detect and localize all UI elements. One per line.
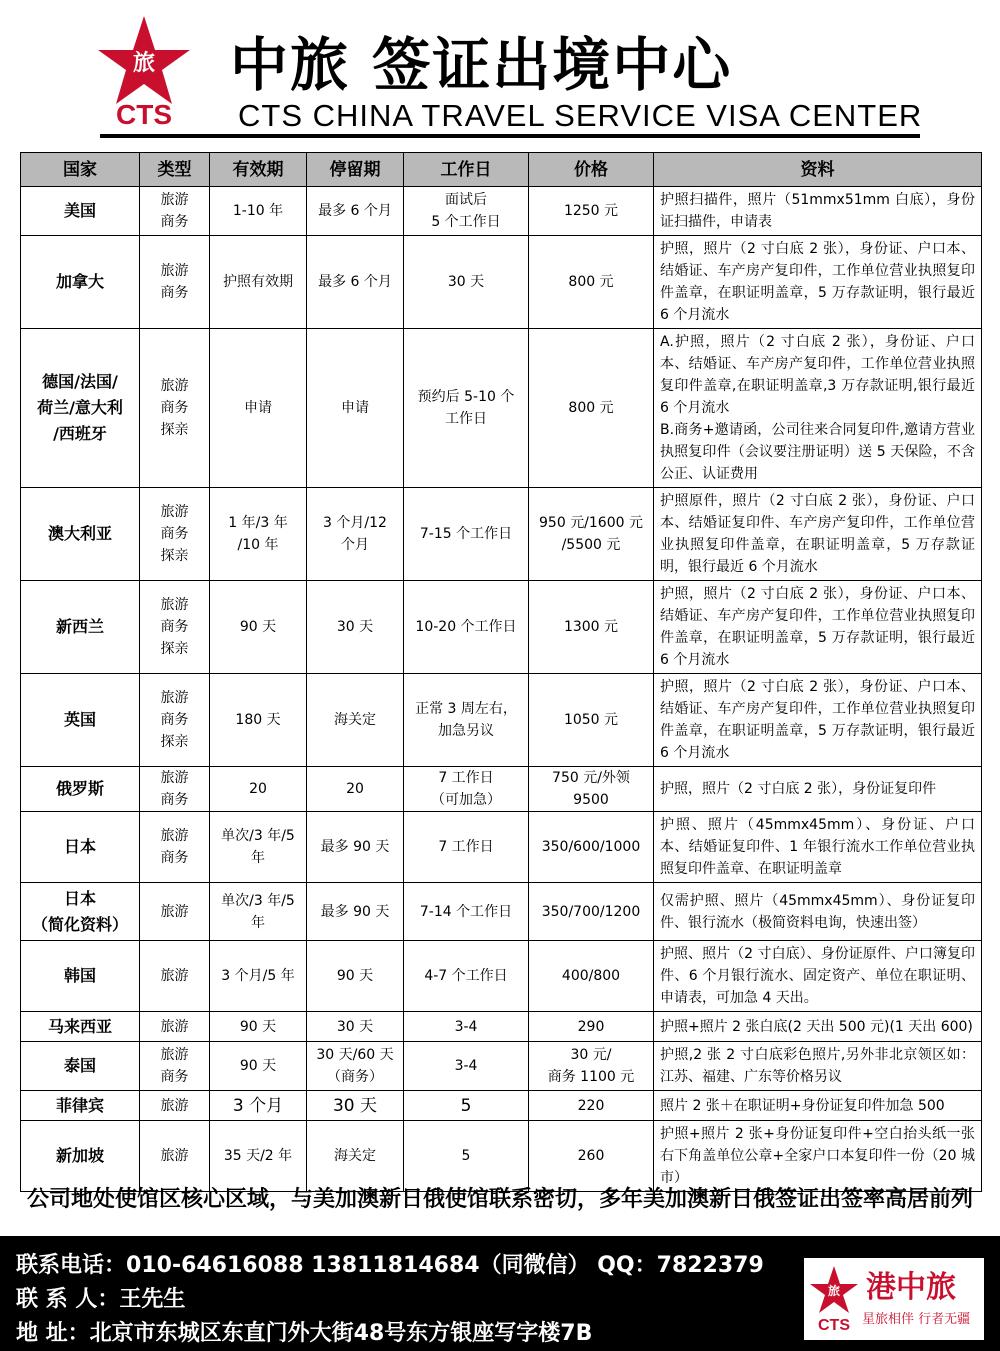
workdays-cell: 面试后 5 个工作日 bbox=[404, 187, 529, 236]
contact-person-line bbox=[16, 1282, 185, 1313]
materials-cell: 护照+照片 2 张白底(2 天出 500 元)(1 天出 600) bbox=[654, 1012, 982, 1042]
validity-cell: 1 年/3 年 /10 年 bbox=[210, 488, 307, 581]
address-label: 地 址： bbox=[16, 1321, 90, 1346]
validity-cell: 35 天/2 年 bbox=[210, 1121, 307, 1192]
stay-cell: 30 天 bbox=[307, 581, 404, 674]
price-cell: 290 bbox=[529, 1012, 654, 1042]
stay-cell: 申请 bbox=[307, 329, 404, 488]
workdays-cell: 10-20 个工作日 bbox=[404, 581, 529, 674]
col-header-materials: 资料 bbox=[654, 153, 982, 187]
materials-cell: 护照，照片（2 寸白底 2 张），身份证、户口本、结婚证、车产房产复印件，工作单位营业执照复印件盖章，在职证明盖章，5 万存款证明，银行最近 6 个月流水 bbox=[654, 236, 982, 329]
country-cell: 马来西亚 bbox=[21, 1012, 140, 1042]
materials-cell: 护照，照片（2 寸白底 2 张），身份证复印件 bbox=[654, 767, 982, 812]
country-cell: 日本 bbox=[21, 812, 140, 883]
address-value: 北京市东城区东直门外大街48号东方银座写字楼7B bbox=[89, 1321, 593, 1346]
mini-brand-text: 港中旅 bbox=[866, 1270, 956, 1305]
country-cell: 英国 bbox=[21, 674, 140, 767]
page-header bbox=[0, 0, 1000, 150]
country-cell: 俄罗斯 bbox=[21, 767, 140, 812]
table-row bbox=[21, 1042, 982, 1091]
contact-bar bbox=[0, 1236, 1000, 1351]
workdays-cell: 7 工作日 bbox=[404, 812, 529, 883]
visa-table bbox=[20, 152, 982, 1192]
table-row bbox=[21, 1091, 982, 1121]
validity-cell: 3 个月 bbox=[210, 1091, 307, 1121]
type-cell: 旅游 商务 bbox=[140, 236, 210, 329]
validity-cell: 180 天 bbox=[210, 674, 307, 767]
price-cell: 800 元 bbox=[529, 236, 654, 329]
brand-title-en: CTS CHINA TRAVEL SERVICE VISA CENTER bbox=[238, 98, 923, 133]
workdays-cell: 30 天 bbox=[404, 236, 529, 329]
country-cell: 新加坡 bbox=[21, 1121, 140, 1192]
visa-table-body bbox=[21, 187, 982, 1192]
col-header-workdays: 工作日 bbox=[404, 153, 529, 187]
mini-logo-mark: 旅 bbox=[827, 1284, 841, 1298]
type-cell: 旅游 商务 bbox=[140, 1042, 210, 1091]
table-row bbox=[21, 236, 982, 329]
country-cell: 菲律宾 bbox=[21, 1091, 140, 1121]
materials-cell: 仅需护照、照片（45mmx45mm）、身份证复印件、银行流水（极简资料电询，快速出签） bbox=[654, 883, 982, 941]
mini-cts-text: CTS bbox=[818, 1317, 850, 1334]
price-cell: 1250 元 bbox=[529, 187, 654, 236]
price-cell: 220 bbox=[529, 1091, 654, 1121]
validity-cell: 单次/3 年/5 年 bbox=[210, 812, 307, 883]
table-row bbox=[21, 581, 982, 674]
price-cell: 350/700/1200 bbox=[529, 883, 654, 941]
contact-address-line bbox=[16, 1316, 592, 1347]
stay-cell: 最多 90 天 bbox=[307, 883, 404, 941]
workdays-cell: 3-4 bbox=[404, 1042, 529, 1091]
country-cell: 新西兰 bbox=[21, 581, 140, 674]
mini-brand-logo bbox=[804, 1258, 984, 1340]
type-cell: 旅游 bbox=[140, 1091, 210, 1121]
table-row bbox=[21, 187, 982, 236]
materials-cell: 护照、照片（45mmx45mm）、身份证、户口本、结婚证复印件、1 年银行流水工作单位营业执照复印件盖章、在职证明盖章 bbox=[654, 812, 982, 883]
workdays-cell: 正常 3 周左右， 加急另议 bbox=[404, 674, 529, 767]
materials-cell: 护照、照片（2 寸白底）、身份证原件、户口簿复印件、6 个月银行流水、固定资产、单位在职证明、申请表，可加急 4 天出。 bbox=[654, 941, 982, 1012]
materials-cell: 护照,2 张 2 寸白底彩色照片,另外非北京领区如：江苏、福建、广东等价格另议 bbox=[654, 1042, 982, 1091]
workdays-cell: 5 bbox=[404, 1121, 529, 1192]
price-cell: 350/600/1000 bbox=[529, 812, 654, 883]
price-cell: 950 元/1600 元 /5500 元 bbox=[529, 488, 654, 581]
type-cell: 旅游 bbox=[140, 1012, 210, 1042]
price-cell: 800 元 bbox=[529, 329, 654, 488]
type-cell: 旅游 bbox=[140, 883, 210, 941]
workdays-cell: 预约后 5-10 个 工作日 bbox=[404, 329, 529, 488]
logo-mark: 旅 bbox=[132, 50, 156, 76]
country-cell: 泰国 bbox=[21, 1042, 140, 1091]
stay-cell: 30 天 bbox=[307, 1012, 404, 1042]
table-row bbox=[21, 941, 982, 1012]
type-cell: 旅游 bbox=[140, 1121, 210, 1192]
validity-cell: 90 天 bbox=[210, 1012, 307, 1042]
validity-cell: 单次/3 年/5 年 bbox=[210, 883, 307, 941]
stay-cell: 海关定 bbox=[307, 1121, 404, 1192]
table-row bbox=[21, 883, 982, 941]
workdays-cell: 5 bbox=[404, 1091, 529, 1121]
table-row bbox=[21, 488, 982, 581]
country-cell: 德国/法国/ 荷兰/意大利 /西班牙 bbox=[21, 329, 140, 488]
cts-star-logo bbox=[96, 14, 192, 129]
person-label: 联 系 人： bbox=[16, 1287, 120, 1312]
price-cell: 260 bbox=[529, 1121, 654, 1192]
stay-cell: 最多 6 个月 bbox=[307, 236, 404, 329]
table-row bbox=[21, 1121, 982, 1192]
materials-cell: 护照原件，照片（2 寸白底 2 张），身份证、户口本、结婚证复印件、车产房产复印件，工作单位营业执照复印件盖章，在职证明盖章，5 万存款证明，银行最近 6 个月流水 bbox=[654, 488, 982, 581]
validity-cell: 20 bbox=[210, 767, 307, 812]
stay-cell: 3 个月/12 个月 bbox=[307, 488, 404, 581]
table-row bbox=[21, 767, 982, 812]
col-header-type: 类型 bbox=[140, 153, 210, 187]
visa-table-container bbox=[20, 152, 981, 1192]
validity-cell: 90 天 bbox=[210, 1042, 307, 1091]
col-header-price: 价格 bbox=[529, 153, 654, 187]
type-cell: 旅游 商务 探亲 bbox=[140, 674, 210, 767]
materials-cell: 护照，照片（2 寸白底 2 张），身份证、户口本、结婚证、车产房产复印件，工作单位营业执照复印件盖章，在职证明盖章，5 万存款证明，银行最近 6 个月流水 bbox=[654, 581, 982, 674]
stay-cell: 30 天 bbox=[307, 1091, 404, 1121]
validity-cell: 1-10 年 bbox=[210, 187, 307, 236]
col-header-stay: 停留期 bbox=[307, 153, 404, 187]
logo-text: CTS bbox=[116, 99, 172, 129]
person-value: 王先生 bbox=[119, 1287, 186, 1312]
workdays-cell: 7-15 个工作日 bbox=[404, 488, 529, 581]
type-cell: 旅游 商务 bbox=[140, 187, 210, 236]
materials-cell: 护照+照片 2 张+身份证复印件+空白抬头纸一张右下角盖单位公章+全家户口本复印件一份（20 城市） bbox=[654, 1121, 982, 1192]
country-cell: 韩国 bbox=[21, 941, 140, 1012]
col-header-country: 国家 bbox=[21, 153, 140, 187]
header-divider bbox=[100, 134, 920, 138]
type-cell: 旅游 商务 bbox=[140, 812, 210, 883]
type-cell: 旅游 bbox=[140, 941, 210, 1012]
workdays-cell: 3-4 bbox=[404, 1012, 529, 1042]
brand-title-cn: 中旅 签证出境中心 bbox=[230, 31, 733, 99]
company-tagline: 公司地处使馆区核心区域，与美加澳新日俄使馆联系密切，多年美加澳新日俄签证出签率高居前列 bbox=[26, 1187, 973, 1212]
validity-cell: 3 个月/5 年 bbox=[210, 941, 307, 1012]
country-cell: 澳大利亚 bbox=[21, 488, 140, 581]
workdays-cell: 7-14 个工作日 bbox=[404, 883, 529, 941]
price-cell: 30 元/ 商务 1100 元 bbox=[529, 1042, 654, 1091]
price-cell: 400/800 bbox=[529, 941, 654, 1012]
stay-cell: 最多 90 天 bbox=[307, 812, 404, 883]
table-row bbox=[21, 812, 982, 883]
table-header-row bbox=[21, 153, 982, 187]
type-cell: 旅游 商务 探亲 bbox=[140, 488, 210, 581]
stay-cell: 海关定 bbox=[307, 674, 404, 767]
price-cell: 1050 元 bbox=[529, 674, 654, 767]
workdays-cell: 4-7 个工作日 bbox=[404, 941, 529, 1012]
stay-cell: 最多 6 个月 bbox=[307, 187, 404, 236]
type-cell: 旅游 商务 探亲 bbox=[140, 329, 210, 488]
contact-phone-line bbox=[16, 1248, 764, 1279]
stay-cell: 90 天 bbox=[307, 941, 404, 1012]
country-cell: 加拿大 bbox=[21, 236, 140, 329]
validity-cell: 90 天 bbox=[210, 581, 307, 674]
mini-slogan: 星旅相伴 行者无疆 bbox=[862, 1312, 971, 1327]
stay-cell: 30 天/60 天 （商务） bbox=[307, 1042, 404, 1091]
phone-label: 联系电话： bbox=[16, 1253, 127, 1278]
mini-star-icon bbox=[808, 1264, 860, 1334]
table-row bbox=[21, 1012, 982, 1042]
validity-cell: 护照有效期 bbox=[210, 236, 307, 329]
validity-cell: 申请 bbox=[210, 329, 307, 488]
materials-cell: 照片 2 张＋在职证明+身份证复印件加急 500 bbox=[654, 1091, 982, 1121]
type-cell: 旅游 商务 探亲 bbox=[140, 581, 210, 674]
country-cell: 美国 bbox=[21, 187, 140, 236]
materials-cell: 护照，照片（2 寸白底 2 张），身份证、户口本、结婚证、车产房产复印件，工作单位营业执照复印件盖章，在职证明盖章，5 万存款证明，银行最近 6 个月流水 bbox=[654, 674, 982, 767]
country-cell: 日本 （简化资料） bbox=[21, 883, 140, 941]
stay-cell: 20 bbox=[307, 767, 404, 812]
price-cell: 750 元/外领 9500 bbox=[529, 767, 654, 812]
materials-cell: 护照扫描件，照片（51mmx51mm 白底），身份证扫描件，申请表 bbox=[654, 187, 982, 236]
table-row bbox=[21, 674, 982, 767]
table-row bbox=[21, 329, 982, 488]
price-cell: 1300 元 bbox=[529, 581, 654, 674]
workdays-cell: 7 工作日 （可加急） bbox=[404, 767, 529, 812]
col-header-validity: 有效期 bbox=[210, 153, 307, 187]
materials-cell: A.护照，照片（2 寸白底 2 张），身份证、户口本、结婚证、车产房产复印件，工作单位营业执照复印件盖章,在职证明盖章,3 万存款证明,银行最近 6 个月流水 B.商务+邀请函，公司往来合同复印件,邀请方营业执照复印件（会议要注册证明）送 5 天保险，不含公正、认证费用 bbox=[654, 329, 982, 488]
type-cell: 旅游 商务 bbox=[140, 767, 210, 812]
phone-value: 010-64616088 13811814684（同微信） QQ：7822379 bbox=[126, 1253, 764, 1278]
